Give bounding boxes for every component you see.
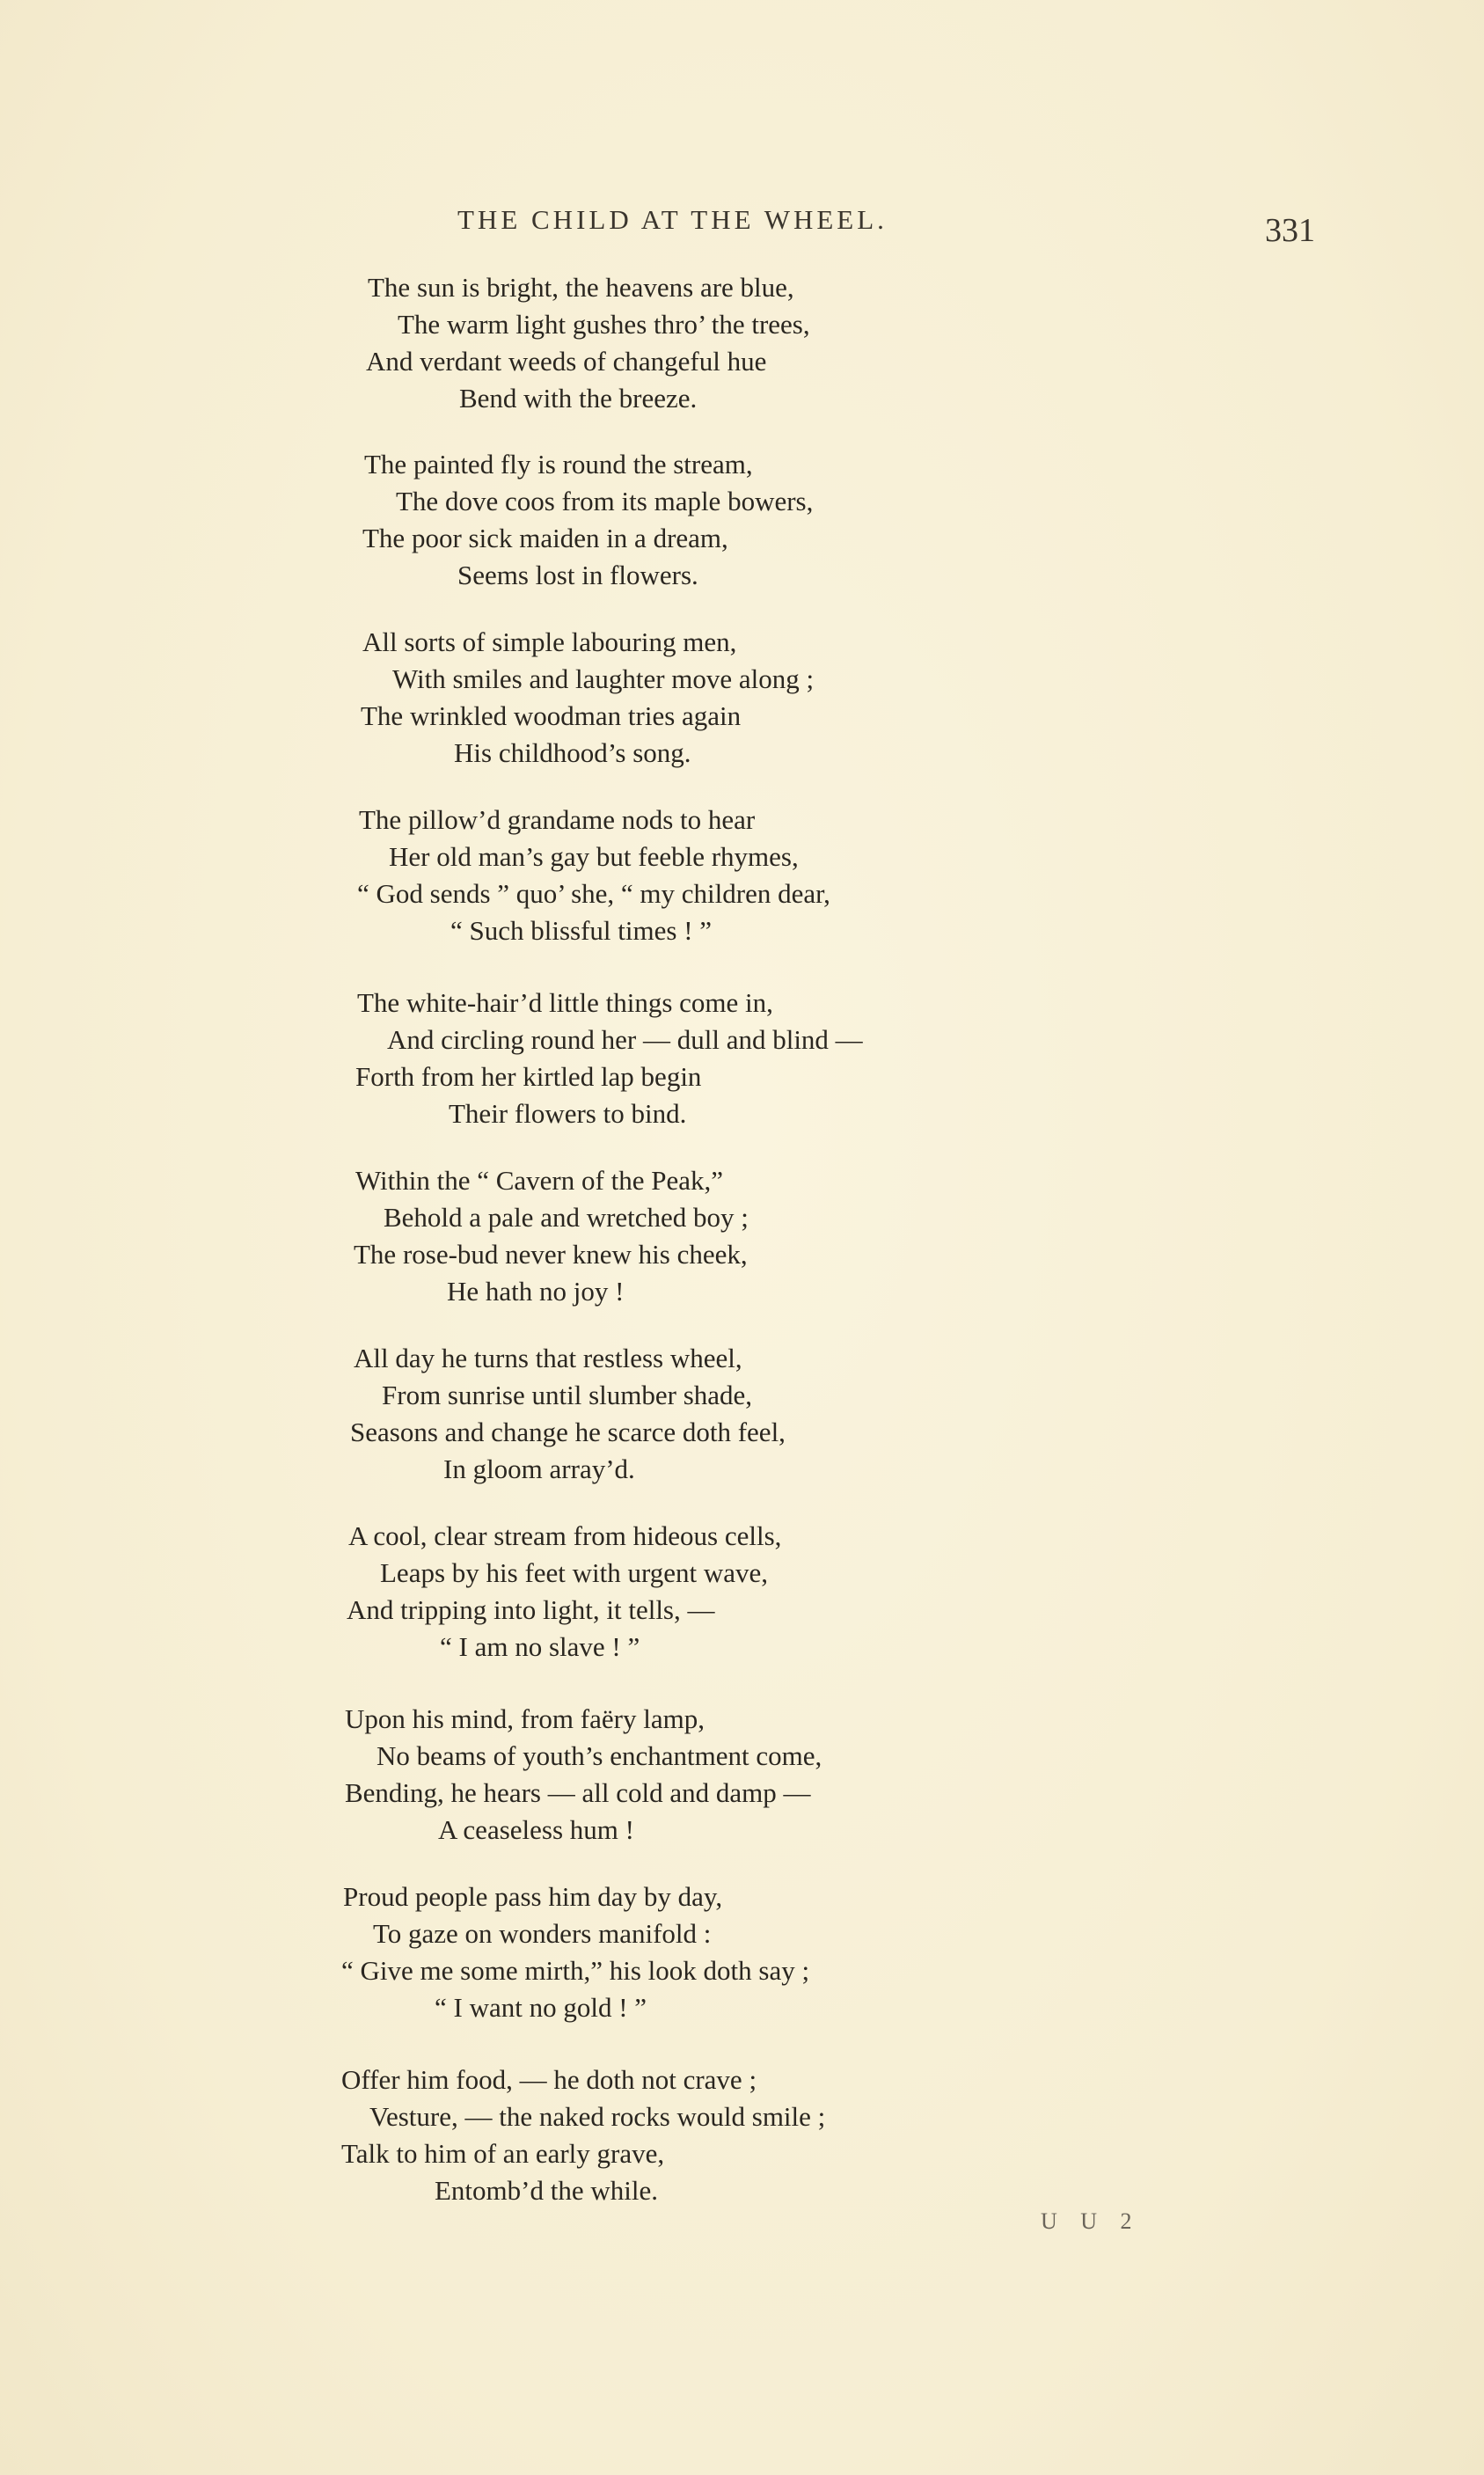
poem-line: A ceaseless hum ! (438, 1814, 634, 1845)
running-title: THE CHILD AT THE WHEEL. (457, 204, 888, 235)
poem-line: Vesture, — the naked rocks would smile ; (369, 2101, 826, 2132)
poem-line: Talk to him of an early grave, (341, 2138, 665, 2169)
poem-line: The poor sick maiden in a dream, (362, 523, 728, 553)
poem-line: And circling round her — dull and blind — (387, 1024, 863, 1055)
poem-line: “ God sends ” quo’ she, “ my children dear, (357, 878, 830, 909)
poem-line: Behold a pale and wretched boy ; (384, 1202, 749, 1233)
poem-line: Their flowers to bind. (449, 1098, 687, 1129)
poem-line: Upon his mind, from faëry lamp, (345, 1703, 705, 1734)
poem-line: Within the “ Cavern of the Peak,” (355, 1165, 723, 1196)
poem-line: The dove coos from its maple bowers, (396, 486, 814, 516)
page-number: 331 (1265, 212, 1315, 249)
poem-line: With smiles and laughter move along ; (392, 663, 815, 694)
poem-line: “ Give me some mirth,” his look doth say ; (341, 1955, 810, 1986)
poem-line: And verdant weeds of changeful hue (366, 346, 767, 377)
signature-mark: U U 2 (1041, 2208, 1141, 2234)
poem-line: From sunrise until slumber shade, (382, 1380, 753, 1410)
poem-line: Offer him food, — he doth not crave ; (341, 2064, 757, 2095)
poem-line: The pillow’d grandame nods to hear (359, 804, 756, 835)
poem-line: Seasons and change he scarce doth feel, (350, 1417, 786, 1447)
poem-line: “ I am no slave ! ” (440, 1631, 640, 1662)
poem-line: To gaze on wonders manifold : (373, 1918, 712, 1949)
poem-line: Her old man’s gay but feeble rhymes, (389, 841, 799, 872)
poem-line: Forth from her kirtled lap begin (355, 1061, 702, 1092)
poem-line: All sorts of simple labouring men, (362, 626, 737, 657)
poem-line: And tripping into light, it tells, — (347, 1594, 715, 1625)
poem-line: Bending, he hears — all cold and damp — (345, 1777, 811, 1808)
poem-line: The painted fly is round the stream, (364, 449, 753, 480)
poem-line: The white-hair’d little things come in, (357, 987, 773, 1018)
poem-line: His childhood’s song. (454, 737, 691, 768)
poem-line: Entomb’d the while. (435, 2175, 658, 2206)
poem-line: The wrinkled woodman tries again (361, 700, 742, 731)
poem-line: “ I want no gold ! ” (435, 1992, 647, 2023)
poem-line: “ Such blissful times ! ” (450, 915, 713, 946)
poem-line: No beams of youth’s enchantment come, (376, 1740, 822, 1771)
poem-line: The rose-bud never knew his cheek, (354, 1239, 748, 1270)
poem-line: In gloom array’d. (443, 1454, 635, 1484)
poem-line: The warm light gushes thro’ the trees, (398, 309, 810, 340)
poem-line: Seems lost in flowers. (457, 560, 698, 590)
poem-line: He hath no joy ! (447, 1276, 625, 1307)
poem-line: Bend with the breeze. (459, 383, 698, 414)
poem-line: A cool, clear stream from hideous cells, (348, 1520, 782, 1551)
poem-line: Leaps by his feet with urgent wave, (380, 1557, 769, 1588)
poem-line: Proud people pass him day by day, (343, 1881, 723, 1912)
poem-line: All day he turns that restless wheel, (354, 1343, 742, 1373)
poem-line: The sun is bright, the heavens are blue, (368, 272, 794, 303)
